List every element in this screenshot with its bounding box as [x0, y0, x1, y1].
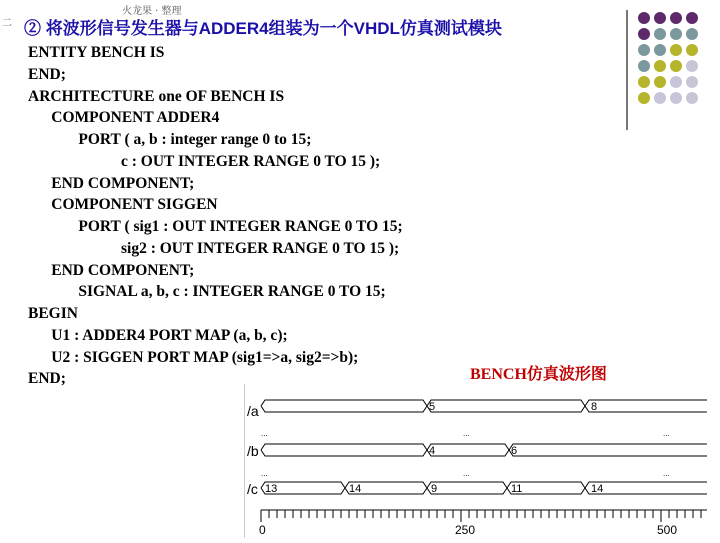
decorative-dot — [670, 12, 682, 24]
signal-name-b: /b — [247, 443, 259, 459]
decorative-dot — [686, 44, 698, 56]
code-line: COMPONENT SIGGEN — [28, 196, 218, 214]
code-line: PORT ( a, b : integer range 0 to 15; — [28, 131, 312, 148]
code-line: sig2 : OUT INTEGER RANGE 0 TO 15 ); — [28, 239, 400, 257]
code-line: ENTITY BENCH IS — [28, 44, 165, 61]
code-line: END; — [28, 65, 66, 83]
decorative-dot — [686, 60, 698, 72]
signal-c-value-2: 14 — [349, 483, 362, 495]
signal-b-value-2: 6 — [511, 445, 518, 457]
signal-a-value-2: 8 — [591, 401, 598, 413]
decorative-dot — [654, 60, 666, 72]
code-line: U1 : ADDER4 PORT MAP (a, b, c); — [28, 326, 288, 344]
code-line: BEGIN — [28, 305, 78, 322]
dots-marker: ... — [663, 469, 670, 478]
signal-b-value-1: 4 — [429, 445, 436, 457]
signal-name-c: /c — [247, 481, 258, 497]
decorative-dot — [686, 12, 698, 24]
watermark: 火龙果 · 整理 — [122, 6, 182, 17]
corner-mark: 二 — [2, 18, 12, 29]
signal-a-value-1: 5 — [429, 401, 436, 413]
code-line: PORT ( sig1 : OUT INTEGER RANGE 0 TO 15; — [28, 218, 403, 235]
decorative-dot — [654, 28, 666, 40]
signal-c-trace-top — [261, 482, 707, 488]
code-line: c : OUT INTEGER RANGE 0 TO 15 ); — [28, 152, 381, 170]
decorative-dot — [670, 60, 682, 72]
code-line: SIGNAL a, b, c : INTEGER RANGE 0 TO 15; — [28, 283, 386, 301]
vhdl-code-block — [28, 42, 403, 390]
signal-b-trace-bottom — [261, 450, 707, 456]
code-line: END; — [28, 370, 66, 388]
decorative-dot — [654, 76, 666, 88]
signal-c-value-5: 14 — [591, 483, 604, 495]
dots-marker: ... — [463, 469, 470, 478]
decorative-dot — [638, 28, 650, 40]
signal-b-trace-top — [261, 444, 707, 450]
time-axis-label-0: 0 — [259, 523, 266, 537]
signal-c-trace-bottom — [261, 488, 707, 494]
decorative-dot — [638, 44, 650, 56]
decorative-dot — [638, 92, 650, 104]
decorative-dot — [686, 76, 698, 88]
time-axis-label-250: 250 — [455, 523, 476, 537]
signal-c-value-1: 13 — [265, 483, 278, 495]
code-line: ARCHITECTURE one OF BENCH IS — [28, 87, 285, 105]
decorative-divider — [626, 10, 628, 130]
decorative-dot — [686, 28, 698, 40]
dots-marker: ... — [463, 429, 470, 438]
signal-c-value-4: 11 — [511, 483, 523, 495]
decorative-dot — [654, 12, 666, 24]
decorative-dot — [654, 44, 666, 56]
decorative-dot — [638, 76, 650, 88]
code-line: END COMPONENT; — [28, 174, 195, 192]
signal-a-trace-bottom — [261, 406, 707, 412]
decorative-dot — [638, 12, 650, 24]
code-line: COMPONENT ADDER4 — [28, 109, 220, 127]
waveform-panel — [244, 384, 717, 538]
decorative-dot — [670, 92, 682, 104]
time-axis-ticks — [261, 510, 707, 522]
code-line: END COMPONENT; — [28, 261, 195, 279]
dots-marker: ... — [261, 469, 268, 478]
decorative-dot — [686, 92, 698, 104]
signal-a-trace-top — [261, 400, 707, 406]
decorative-dot — [670, 28, 682, 40]
dots-marker: ... — [663, 429, 670, 438]
decorative-dot — [654, 92, 666, 104]
slide-title: ② 将波形信号发生器与ADDER4组装为一个VHDL仿真测试模块 — [24, 19, 502, 38]
code-line: U2 : SIGGEN PORT MAP (sig1=>a, sig2=>b); — [28, 348, 359, 366]
signal-c-value-3: 9 — [431, 483, 438, 495]
decorative-dot — [670, 44, 682, 56]
bench-waveform-label: BENCH仿真波形图 — [470, 366, 607, 383]
signal-name-a: /a — [247, 403, 259, 419]
waveform-svg — [245, 384, 717, 538]
decorative-dot — [670, 76, 682, 88]
dots-marker: ... — [261, 429, 268, 438]
decorative-dot — [638, 60, 650, 72]
time-axis-label-500: 500 — [657, 523, 678, 537]
